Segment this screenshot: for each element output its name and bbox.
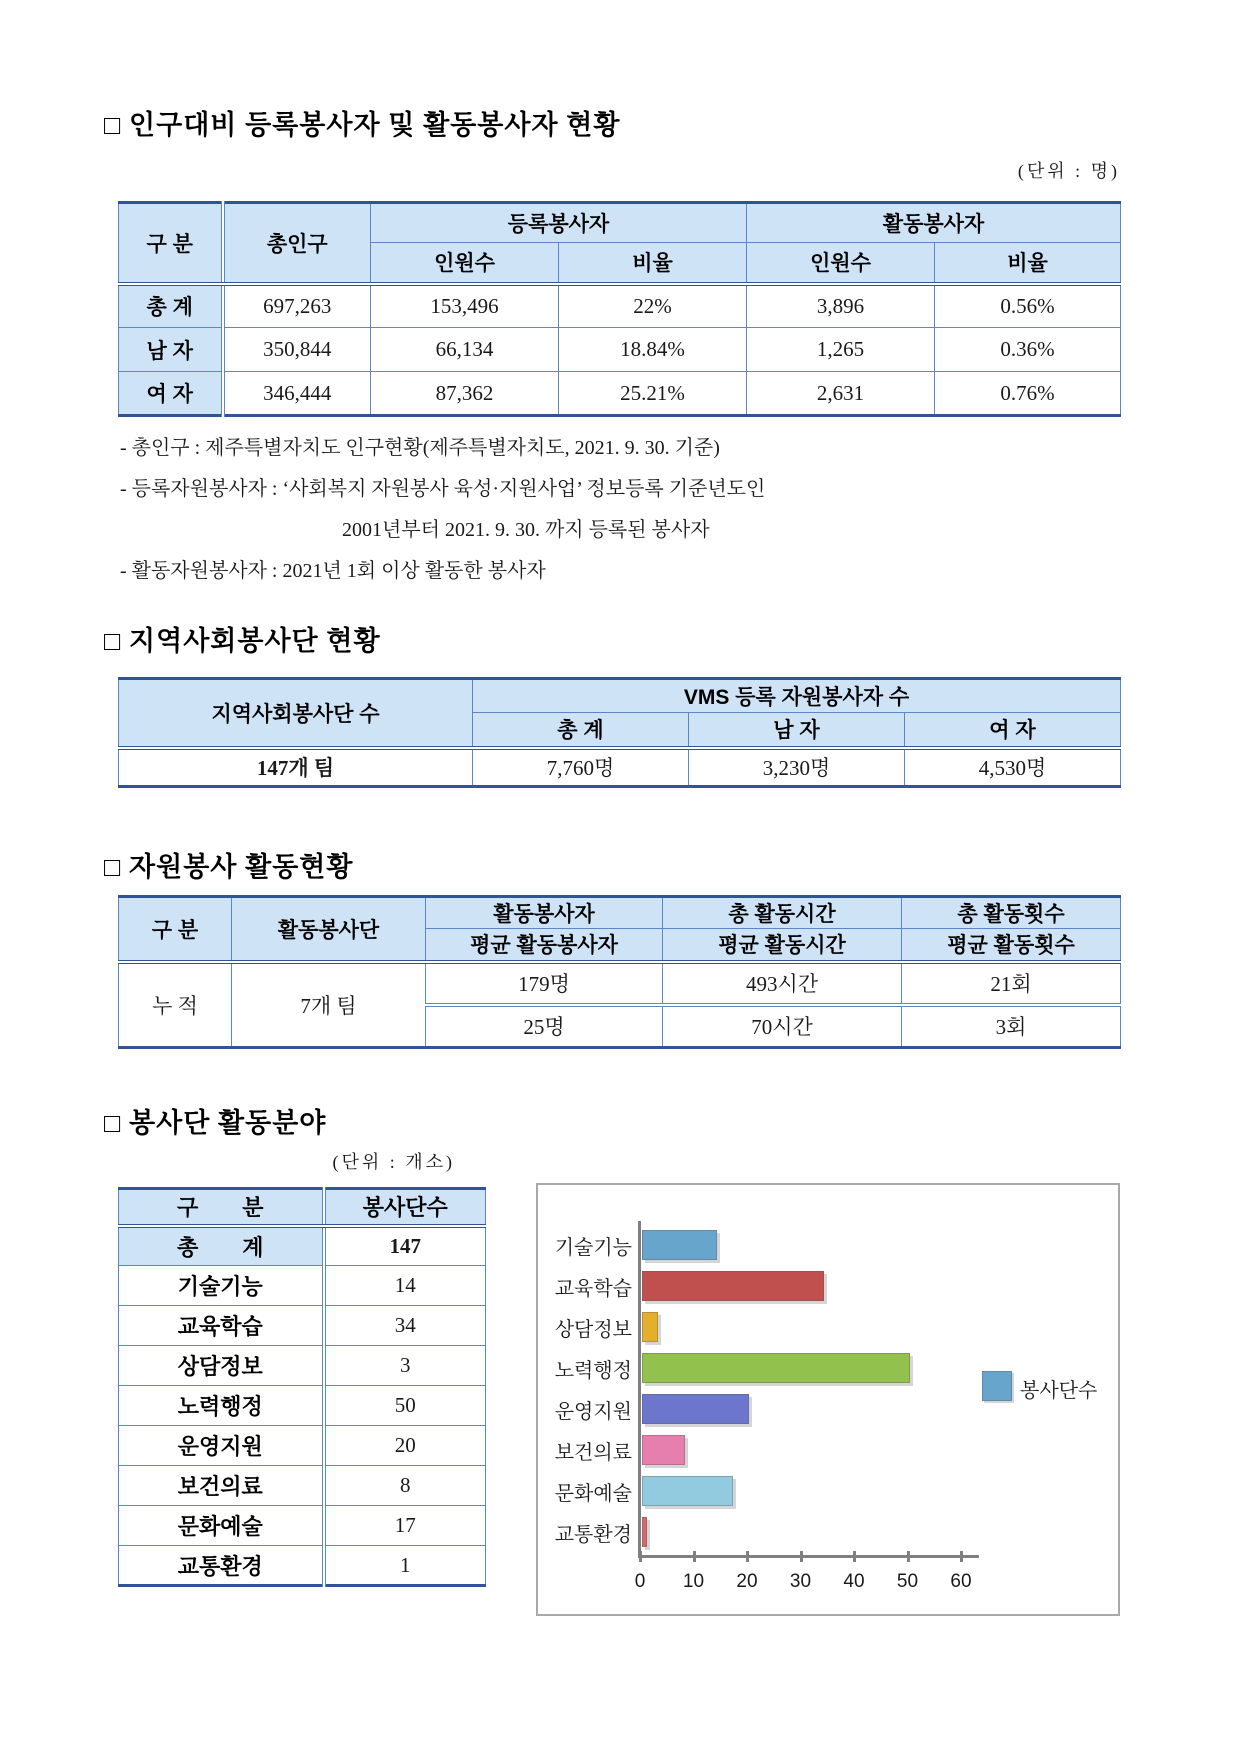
cell-reg-ratio: 22% — [559, 284, 747, 328]
cell-act-count: 1,265 — [747, 328, 935, 372]
footnotes — [120, 428, 1120, 592]
cell-total-value: 147 — [324, 1226, 486, 1266]
table-row — [119, 1506, 486, 1546]
cell-total-hours: 493시간 — [663, 962, 902, 1005]
cell-population: 697,263 — [223, 284, 371, 328]
col-group-active: 활동봉사자 — [747, 203, 1121, 243]
table-row — [119, 328, 1121, 372]
cell-vms-female: 4,530명 — [905, 748, 1121, 787]
col-header-group: 구 분 — [119, 1189, 324, 1226]
cell-value: 14 — [324, 1266, 486, 1306]
chart-x-tick — [639, 1551, 642, 1562]
col-header-reg-count: 인원수 — [371, 243, 559, 284]
chart-bar-노력행정 — [642, 1353, 910, 1383]
cell-reg-count: 66,134 — [371, 328, 559, 372]
section1-title: □ 인구대비 등록봉사자 및 활동봉사자 현황 — [104, 110, 621, 140]
table-row — [119, 284, 1121, 328]
col-header-population: 총인구 — [223, 203, 371, 284]
chart-x-tick — [907, 1551, 910, 1562]
cell-total-count: 21회 — [902, 962, 1121, 1005]
row-header-total: 총 계 — [119, 1226, 324, 1266]
chart-category-label: 운영지원 — [554, 1401, 632, 1423]
table-row — [119, 1226, 486, 1266]
table-row — [119, 1466, 486, 1506]
col-header-avg-volunteers: 평균 활동봉사자 — [426, 929, 663, 962]
col-header-volunteers: 활동봉사자 — [426, 897, 663, 929]
cell-value: 50 — [324, 1386, 486, 1426]
cell-reg-count: 87,362 — [371, 372, 559, 416]
col-header-count: 봉사단수 — [324, 1189, 486, 1226]
cell-reg-ratio: 25.21% — [559, 372, 747, 416]
cell-category: 교육학습 — [119, 1306, 324, 1346]
chart-x-tick — [693, 1551, 696, 1562]
cell-category: 교통환경 — [119, 1546, 324, 1586]
cell-avg-count: 3회 — [902, 1005, 1121, 1048]
row-header-total: 총 계 — [119, 284, 223, 328]
chart-bar-상담정보 — [642, 1312, 658, 1342]
cell-vms-male: 3,230명 — [689, 748, 905, 787]
cell-row-label: 누 적 — [119, 962, 232, 1048]
col-header-total-count: 총 활동횟수 — [902, 897, 1121, 929]
table-row — [119, 1386, 486, 1426]
chart-x-tick — [800, 1551, 803, 1562]
row-header-male: 남 자 — [119, 328, 223, 372]
chart-bar-교통환경 — [642, 1517, 647, 1547]
col-group-registered: 등록봉사자 — [371, 203, 747, 243]
legend-label: 봉사단수 — [1020, 1380, 1098, 1402]
chart-category-label: 기술기능 — [554, 1237, 632, 1259]
section4-title: □ 봉사단 활동분야 — [104, 1108, 327, 1138]
chart-bar-교육학습 — [642, 1271, 824, 1301]
table-row — [119, 1346, 486, 1386]
cell-value: 1 — [324, 1546, 486, 1586]
cell-value: 34 — [324, 1306, 486, 1346]
cell-act-count: 2,631 — [747, 372, 935, 416]
cell-category: 문화예술 — [119, 1506, 324, 1546]
section1-unit-note: (단위 : 명) — [1017, 161, 1120, 181]
chart-y-axis-line — [638, 1221, 641, 1558]
row-header-female: 여 자 — [119, 372, 223, 416]
chart-category-label: 문화예술 — [554, 1483, 632, 1505]
col-header-group: 구 분 — [119, 203, 223, 284]
chart-x-tick-label: 20 — [736, 1571, 758, 1592]
activity-field-table — [118, 1187, 486, 1587]
cell-reg-ratio: 18.84% — [559, 328, 747, 372]
cell-population: 350,844 — [223, 328, 371, 372]
chart-bar-기술기능 — [642, 1230, 717, 1260]
cell-act-ratio: 0.76% — [935, 372, 1121, 416]
cell-category: 보건의료 — [119, 1466, 324, 1506]
table-row — [119, 1426, 486, 1466]
table-row — [119, 962, 1121, 1005]
cell-act-count: 3,896 — [747, 284, 935, 328]
cell-act-ratio: 0.56% — [935, 284, 1121, 328]
chart-x-tick-label: 60 — [950, 1571, 972, 1592]
col-header-team: 활동봉사단 — [232, 897, 426, 962]
cell-avg-volunteers: 25명 — [426, 1005, 663, 1048]
population-volunteer-table — [118, 201, 1121, 417]
chart-x-tick-label: 0 — [634, 1571, 646, 1592]
section3-title: □ 자원봉사 활동현황 — [104, 852, 354, 882]
chart-category-label: 교육학습 — [554, 1278, 632, 1300]
col-header-act-ratio: 비율 — [935, 243, 1121, 284]
cell-vms-total: 7,760명 — [473, 748, 689, 787]
chart-bar-보건의료 — [642, 1435, 685, 1465]
chart-x-tick-label: 10 — [682, 1571, 705, 1592]
legend-swatch — [982, 1371, 1012, 1401]
section4-unit-note: (단위 : 개소) — [332, 1152, 455, 1172]
footnote-line-continuation: 2001년부터 2021. 9. 30. 까지 등록된 봉사자 — [342, 519, 710, 541]
chart-category-label: 상담정보 — [554, 1319, 632, 1341]
footnote-line: - 총인구 : 제주특별자치도 인구현황(제주특별자치도, 2021. 9. 30. 기준) — [120, 437, 720, 459]
col-header-act-count: 인원수 — [747, 243, 935, 284]
col-header-total: 총 계 — [473, 713, 689, 748]
chart-x-tick — [853, 1551, 856, 1562]
activity-status-table — [118, 895, 1121, 1049]
footnote-line: - 등록자원봉사자 : ‘사회복지 자원봉사 육성·지원사업’ 정보등록 기준년도인 — [120, 478, 766, 500]
chart-x-tick — [746, 1551, 749, 1562]
chart-plot-area — [538, 1185, 1118, 1614]
chart-bar-운영지원 — [642, 1394, 749, 1424]
community-team-table — [118, 677, 1121, 788]
table-row — [119, 748, 1121, 787]
cell-category: 운영지원 — [119, 1426, 324, 1466]
col-group-vms: VMS 등록 자원봉사자 수 — [473, 679, 1121, 713]
chart-x-tick — [960, 1551, 963, 1562]
table-row — [119, 1546, 486, 1586]
cell-avg-hours: 70시간 — [663, 1005, 902, 1048]
section2-title: □ 지역사회봉사단 현황 — [104, 626, 381, 656]
chart-category-label: 보건의료 — [554, 1442, 632, 1464]
chart-x-axis-line — [638, 1555, 979, 1558]
cell-team-count: 147개 팀 — [119, 748, 473, 787]
col-header-reg-ratio: 비율 — [559, 243, 747, 284]
col-header-avg-hours: 평균 활동시간 — [663, 929, 902, 962]
cell-category: 노력행정 — [119, 1386, 324, 1426]
cell-value: 17 — [324, 1506, 486, 1546]
chart-x-tick-label: 40 — [843, 1571, 865, 1592]
cell-act-ratio: 0.36% — [935, 328, 1121, 372]
col-header-team-count: 지역사회봉사단 수 — [119, 679, 473, 748]
table-row — [119, 1306, 486, 1346]
cell-reg-count: 153,496 — [371, 284, 559, 328]
cell-population: 346,444 — [223, 372, 371, 416]
table-row — [119, 1266, 486, 1306]
col-header-male: 남 자 — [689, 713, 905, 748]
footnote-line: - 활동자원봉사자 : 2021년 1회 이상 활동한 봉사자 — [120, 560, 546, 582]
col-header-avg-count: 평균 활동횟수 — [902, 929, 1121, 962]
chart-category-label: 노력행정 — [554, 1360, 632, 1382]
cell-value: 20 — [324, 1426, 486, 1466]
table-row — [119, 372, 1121, 416]
col-header-total-hours: 총 활동시간 — [663, 897, 902, 929]
cell-value: 3 — [324, 1346, 486, 1386]
cell-team: 7개 팀 — [232, 962, 426, 1048]
chart-bar-문화예술 — [642, 1476, 733, 1506]
col-header-group: 구 분 — [119, 897, 232, 962]
cell-value: 8 — [324, 1466, 486, 1506]
cell-category: 상담정보 — [119, 1346, 324, 1386]
chart-x-tick-label: 30 — [789, 1571, 812, 1592]
chart-x-tick-label: 50 — [896, 1571, 919, 1592]
cell-category: 기술기능 — [119, 1266, 324, 1306]
cell-total-volunteers: 179명 — [426, 962, 663, 1005]
activity-field-bar-chart — [536, 1183, 1120, 1616]
col-header-female: 여 자 — [905, 713, 1121, 748]
chart-category-label: 교통환경 — [554, 1524, 632, 1546]
